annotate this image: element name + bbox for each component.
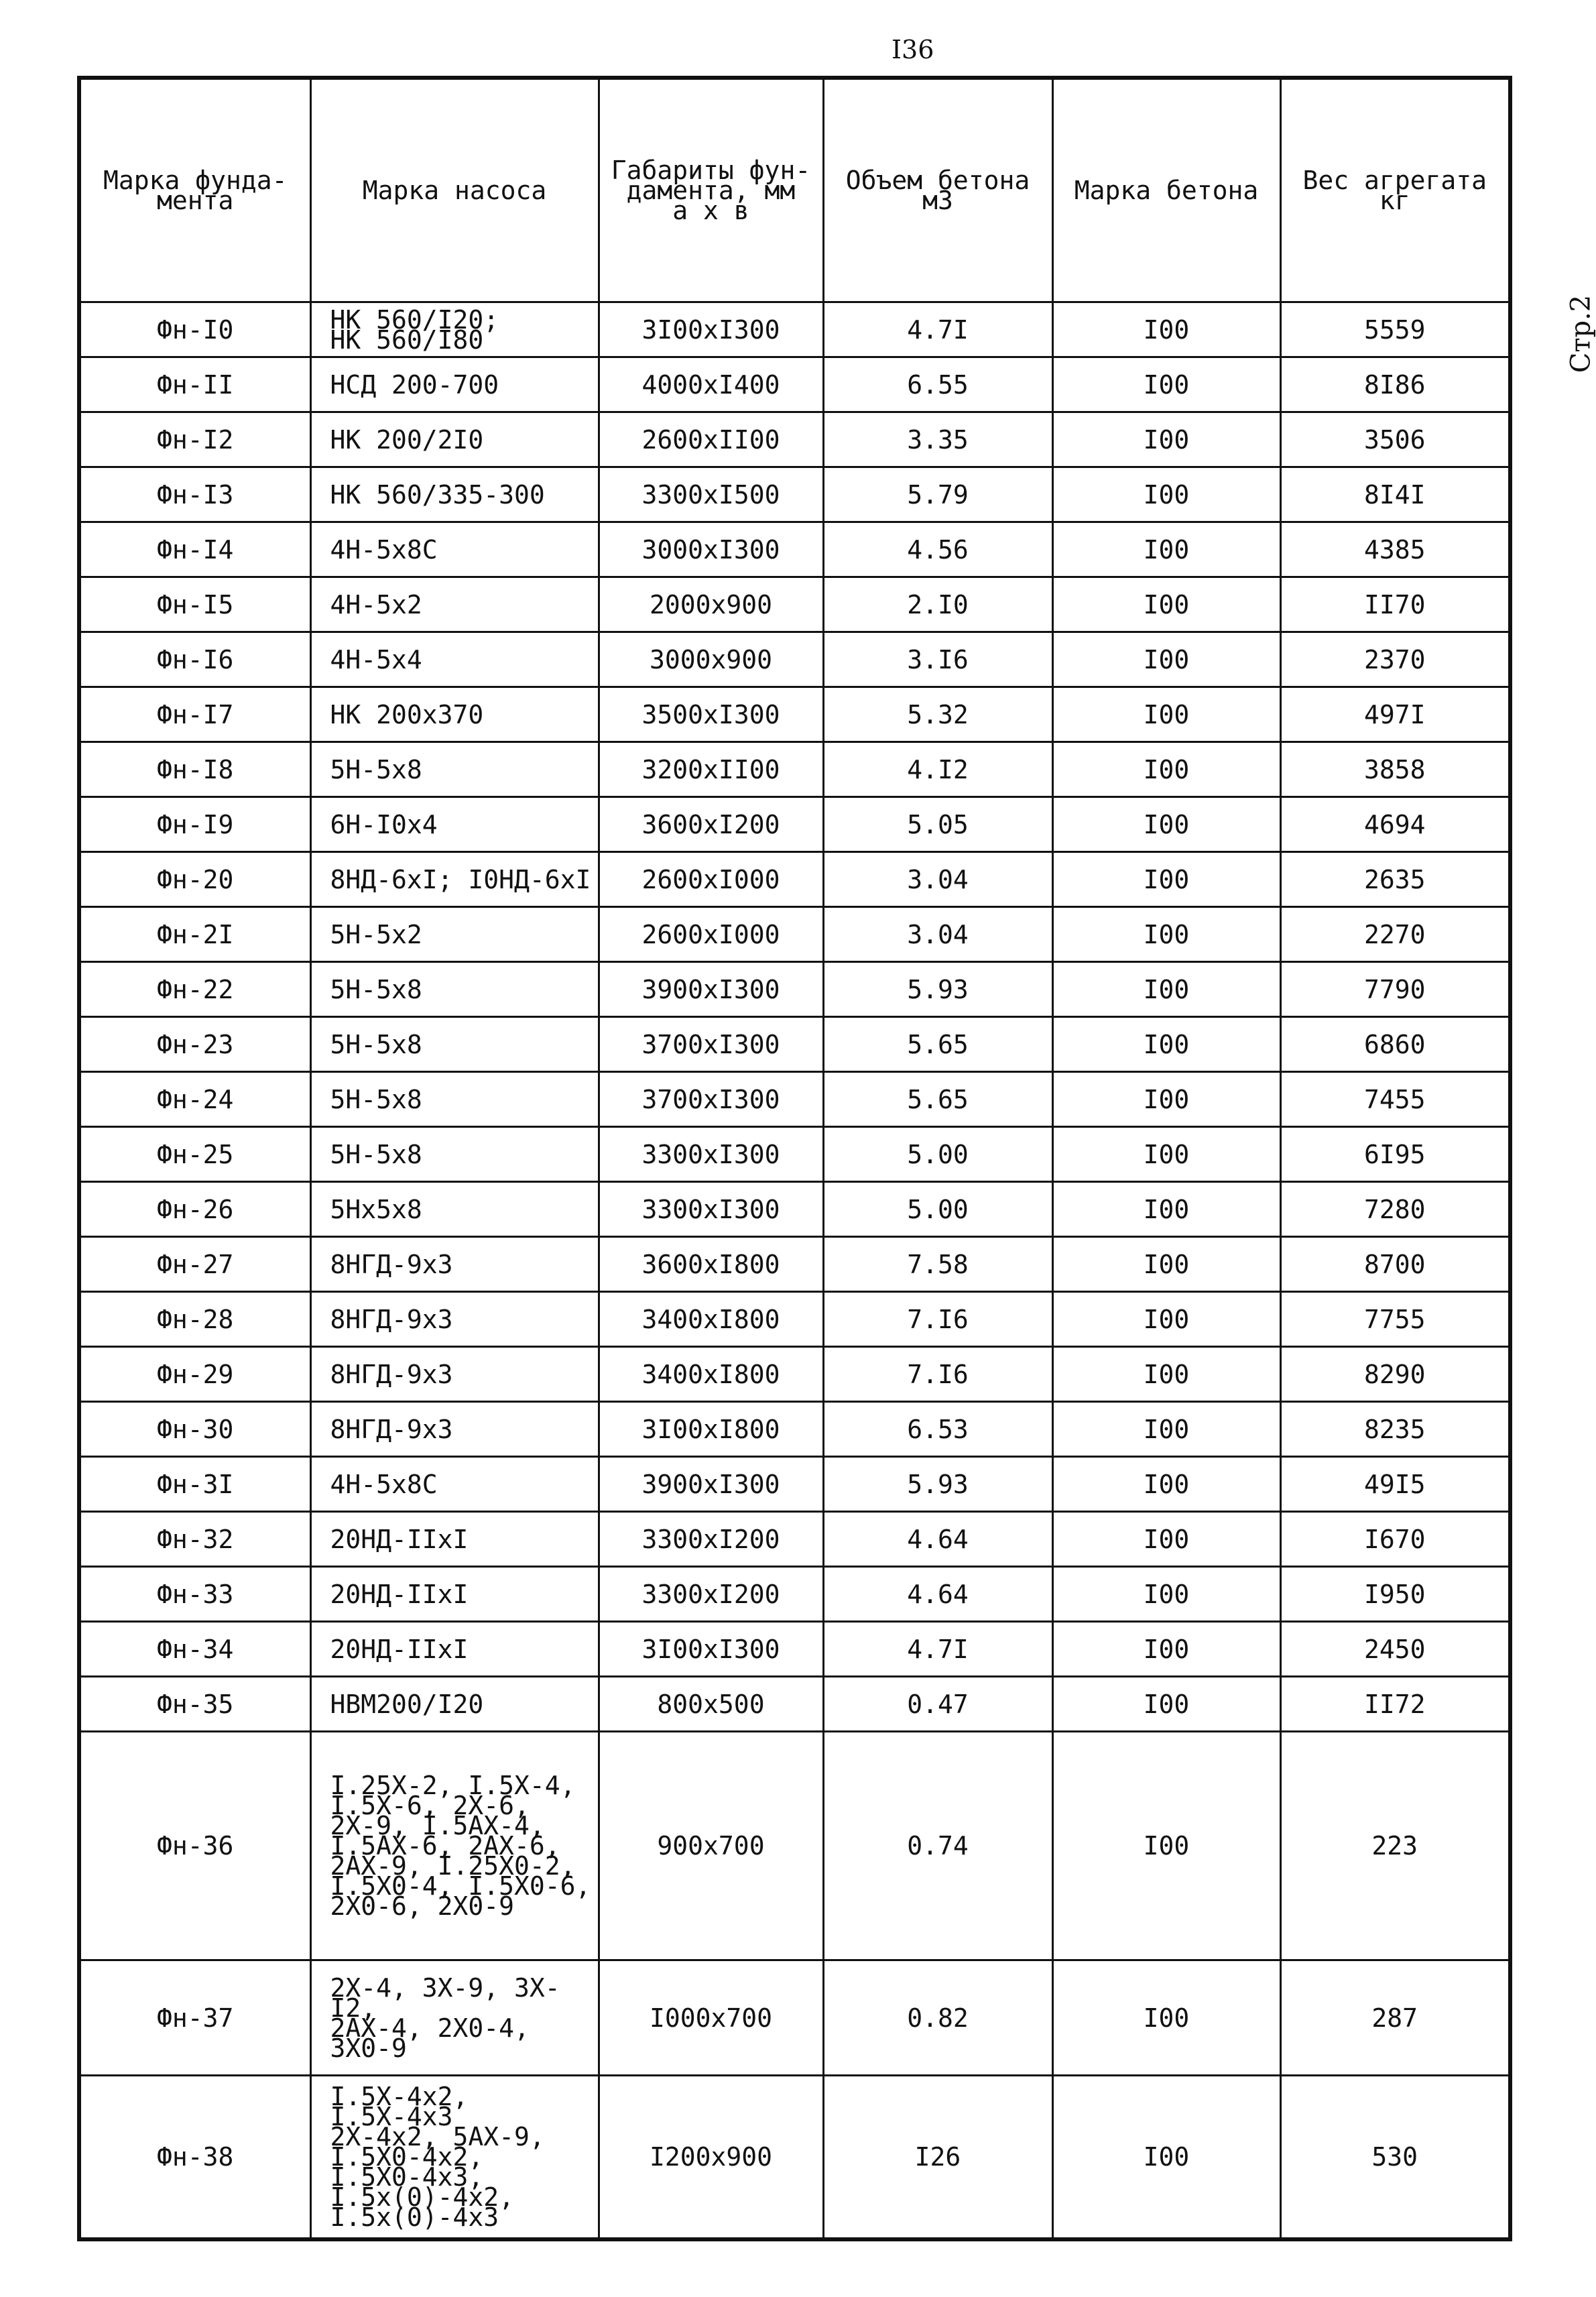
- cell-weight: I670: [1280, 1512, 1510, 1567]
- cell-concrete: I00: [1052, 1732, 1280, 1960]
- cell-weight: 8I4I: [1280, 467, 1510, 522]
- cell-pump: 5Н-5х8: [310, 962, 599, 1017]
- cell-weight: 4385: [1280, 522, 1510, 577]
- cell-concrete: I00: [1052, 357, 1280, 412]
- cell-dimensions: 3500xI300: [599, 687, 823, 742]
- cell-weight: 7455: [1280, 1072, 1510, 1127]
- cell-weight: 7790: [1280, 962, 1510, 1017]
- table-row: [79, 1622, 1510, 1677]
- cell-volume: 3.04: [823, 907, 1052, 962]
- cell-weight: 2270: [1280, 907, 1510, 962]
- cell-dimensions: 3400xI800: [599, 1292, 823, 1347]
- cell-foundation: Фн-I3: [79, 467, 310, 522]
- header-pump: Марка насоса: [310, 78, 599, 302]
- table-header-row: [79, 78, 1510, 302]
- header-volume: Объем бетона м3: [823, 78, 1052, 302]
- cell-volume: 4.64: [823, 1567, 1052, 1622]
- cell-dimensions: 4000xI400: [599, 357, 823, 412]
- cell-pump: 8НД-6хI; I0НД-6хI: [310, 852, 599, 907]
- cell-volume: 5.65: [823, 1072, 1052, 1127]
- cell-weight: 5559: [1280, 302, 1510, 357]
- cell-volume: 7.I6: [823, 1347, 1052, 1402]
- table-row: [79, 1017, 1510, 1072]
- cell-dimensions: 3I00xI300: [599, 1622, 823, 1677]
- cell-weight: 2370: [1280, 632, 1510, 687]
- cell-weight: 7280: [1280, 1182, 1510, 1237]
- cell-pump: 6Н-I0х4: [310, 797, 599, 852]
- header-dimensions: Габариты фун- дамента, мм а х в: [599, 78, 823, 302]
- cell-concrete: I00: [1052, 302, 1280, 357]
- cell-volume: 0.82: [823, 1960, 1052, 2076]
- cell-foundation: Фн-28: [79, 1292, 310, 1347]
- cell-weight: 3858: [1280, 742, 1510, 797]
- cell-dimensions: I200x900: [599, 2076, 823, 2240]
- cell-weight: 8290: [1280, 1347, 1510, 1402]
- cell-foundation: Фн-20: [79, 852, 310, 907]
- cell-volume: 6.55: [823, 357, 1052, 412]
- cell-dimensions: 3300xI200: [599, 1567, 823, 1622]
- cell-dimensions: 3300xI300: [599, 1182, 823, 1237]
- cell-concrete: I00: [1052, 1237, 1280, 1292]
- cell-volume: I26: [823, 2076, 1052, 2240]
- cell-concrete: I00: [1052, 1402, 1280, 1457]
- cell-pump: 20НД-IIхI: [310, 1512, 599, 1567]
- cell-weight: 49I5: [1280, 1457, 1510, 1512]
- table-row: [79, 962, 1510, 1017]
- cell-dimensions: 3400xI800: [599, 1347, 823, 1402]
- cell-pump: 5Н-5х8: [310, 742, 599, 797]
- cell-volume: 5.00: [823, 1182, 1052, 1237]
- cell-dimensions: 3300xI200: [599, 1512, 823, 1567]
- table-row: [79, 302, 1510, 357]
- cell-foundation: Фн-30: [79, 1402, 310, 1457]
- cell-pump: НВМ200/I20: [310, 1677, 599, 1732]
- cell-pump: 4Н-5х2: [310, 577, 599, 632]
- cell-dimensions: 3I00xI800: [599, 1402, 823, 1457]
- cell-dimensions: 3000xI300: [599, 522, 823, 577]
- cell-volume: 3.04: [823, 852, 1052, 907]
- cell-foundation: Фн-33: [79, 1567, 310, 1622]
- cell-weight: 7755: [1280, 1292, 1510, 1347]
- cell-foundation: Фн-I8: [79, 742, 310, 797]
- cell-pump: I.25Х-2, I.5Х-4, I.5Х-6, 2Х-6, 2Х-9, I.5АХ-4, I.5АХ-6, 2АХ-6, 2АХ-9, I.25Х0-2, I.5Х0-4, I.5Х0-6, 2Х0-6, 2Х0-9: [310, 1732, 599, 1960]
- table-row: [79, 632, 1510, 687]
- table-row: [79, 2076, 1510, 2240]
- table-row: [79, 1960, 1510, 2076]
- cell-concrete: I00: [1052, 1347, 1280, 1402]
- side-page-label: Стр.2: [1565, 294, 1596, 373]
- cell-concrete: I00: [1052, 797, 1280, 852]
- cell-pump: 5Н-5х2: [310, 907, 599, 962]
- cell-weight: 2450: [1280, 1622, 1510, 1677]
- cell-pump: НК 560/335-300: [310, 467, 599, 522]
- cell-pump: НК 560/I20; НК 560/I80: [310, 302, 599, 357]
- cell-foundation: Фн-I0: [79, 302, 310, 357]
- cell-dimensions: 3900xI300: [599, 962, 823, 1017]
- cell-foundation: Фн-I2: [79, 412, 310, 467]
- cell-weight: I950: [1280, 1567, 1510, 1622]
- cell-weight: 8700: [1280, 1237, 1510, 1292]
- table-row: [79, 907, 1510, 962]
- cell-foundation: Фн-II: [79, 357, 310, 412]
- cell-concrete: I00: [1052, 1960, 1280, 2076]
- cell-volume: 0.47: [823, 1677, 1052, 1732]
- cell-weight: 8235: [1280, 1402, 1510, 1457]
- cell-dimensions: 3000x900: [599, 632, 823, 687]
- cell-pump: 5Н-5х8: [310, 1017, 599, 1072]
- cell-foundation: Фн-27: [79, 1237, 310, 1292]
- cell-foundation: Фн-38: [79, 2076, 310, 2240]
- cell-dimensions: 900x700: [599, 1732, 823, 1960]
- table-row: [79, 742, 1510, 797]
- cell-pump: 8НГД-9х3: [310, 1347, 599, 1402]
- cell-volume: 7.I6: [823, 1292, 1052, 1347]
- table-row: [79, 357, 1510, 412]
- cell-weight: 6860: [1280, 1017, 1510, 1072]
- cell-concrete: I00: [1052, 467, 1280, 522]
- cell-pump: 4Н-5х8С: [310, 522, 599, 577]
- cell-pump: 20НД-IIхI: [310, 1622, 599, 1677]
- cell-concrete: I00: [1052, 2076, 1280, 2240]
- cell-foundation: Фн-I5: [79, 577, 310, 632]
- table-row: [79, 1347, 1510, 1402]
- cell-weight: 287: [1280, 1960, 1510, 2076]
- table-row: [79, 1127, 1510, 1182]
- foundations-table: [77, 76, 1512, 2241]
- cell-pump: 8НГД-9х3: [310, 1237, 599, 1292]
- cell-foundation: Фн-I9: [79, 797, 310, 852]
- cell-concrete: I00: [1052, 1457, 1280, 1512]
- cell-volume: 5.32: [823, 687, 1052, 742]
- table-row: [79, 1677, 1510, 1732]
- cell-foundation: Фн-25: [79, 1127, 310, 1182]
- cell-volume: 5.79: [823, 467, 1052, 522]
- cell-foundation: Фн-34: [79, 1622, 310, 1677]
- table-row: [79, 1732, 1510, 1960]
- cell-pump: 4Н-5х4: [310, 632, 599, 687]
- cell-concrete: I00: [1052, 577, 1280, 632]
- cell-volume: 4.7I: [823, 302, 1052, 357]
- cell-weight: 530: [1280, 2076, 1510, 2240]
- cell-dimensions: 3600xI200: [599, 797, 823, 852]
- table-row: [79, 797, 1510, 852]
- cell-foundation: Фн-36: [79, 1732, 310, 1960]
- header-concrete: Марка бетона: [1052, 78, 1280, 302]
- table-row: [79, 1402, 1510, 1457]
- cell-pump: НК 200х370: [310, 687, 599, 742]
- cell-concrete: I00: [1052, 1567, 1280, 1622]
- cell-weight: 2635: [1280, 852, 1510, 907]
- table-row: [79, 1567, 1510, 1622]
- cell-pump: 4Н-5х8С: [310, 1457, 599, 1512]
- cell-pump: 5Н-5х8: [310, 1127, 599, 1182]
- cell-dimensions: 3700xI300: [599, 1072, 823, 1127]
- cell-volume: 5.93: [823, 962, 1052, 1017]
- cell-volume: 3.35: [823, 412, 1052, 467]
- cell-pump: 5Нх5х8: [310, 1182, 599, 1237]
- cell-foundation: Фн-32: [79, 1512, 310, 1567]
- table-row: [79, 1182, 1510, 1237]
- table-row: [79, 467, 1510, 522]
- cell-pump: 2Х-4, 3Х-9, 3Х-I2, 2АХ-4, 2Х0-4, 3Х0-9: [310, 1960, 599, 2076]
- table-row: [79, 1292, 1510, 1347]
- cell-volume: 4.I2: [823, 742, 1052, 797]
- cell-concrete: I00: [1052, 1677, 1280, 1732]
- cell-dimensions: 3600xI800: [599, 1237, 823, 1292]
- cell-volume: 2.I0: [823, 577, 1052, 632]
- cell-foundation: Фн-I6: [79, 632, 310, 687]
- cell-concrete: I00: [1052, 907, 1280, 962]
- cell-weight: 6I95: [1280, 1127, 1510, 1182]
- cell-dimensions: 3700xI300: [599, 1017, 823, 1072]
- table-row: [79, 522, 1510, 577]
- cell-dimensions: 3300xI300: [599, 1127, 823, 1182]
- cell-pump: 5Н-5х8: [310, 1072, 599, 1127]
- page-number: I36: [892, 35, 934, 64]
- header-foundation: Марка фунда- мента: [79, 78, 310, 302]
- cell-foundation: Фн-22: [79, 962, 310, 1017]
- cell-dimensions: 3300xI500: [599, 467, 823, 522]
- cell-weight: II72: [1280, 1677, 1510, 1732]
- cell-concrete: I00: [1052, 1127, 1280, 1182]
- cell-weight: 497I: [1280, 687, 1510, 742]
- cell-pump: НК 200/2I0: [310, 412, 599, 467]
- table-row: [79, 687, 1510, 742]
- table-row: [79, 1072, 1510, 1127]
- table-row: [79, 1512, 1510, 1567]
- cell-volume: 4.64: [823, 1512, 1052, 1567]
- cell-volume: 5.05: [823, 797, 1052, 852]
- cell-concrete: I00: [1052, 742, 1280, 797]
- cell-volume: 0.74: [823, 1732, 1052, 1960]
- cell-dimensions: 2600xII00: [599, 412, 823, 467]
- cell-concrete: I00: [1052, 632, 1280, 687]
- table-row: [79, 577, 1510, 632]
- cell-pump: 8НГД-9х3: [310, 1292, 599, 1347]
- cell-weight: II70: [1280, 577, 1510, 632]
- cell-weight: 8I86: [1280, 357, 1510, 412]
- cell-volume: 5.93: [823, 1457, 1052, 1512]
- cell-foundation: Фн-24: [79, 1072, 310, 1127]
- cell-dimensions: I000x700: [599, 1960, 823, 2076]
- cell-volume: 6.53: [823, 1402, 1052, 1457]
- cell-dimensions: 3200xII00: [599, 742, 823, 797]
- cell-foundation: Фн-26: [79, 1182, 310, 1237]
- cell-dimensions: 2600xI000: [599, 907, 823, 962]
- header-weight: Вес агрегата кг: [1280, 78, 1510, 302]
- cell-concrete: I00: [1052, 522, 1280, 577]
- cell-weight: 223: [1280, 1732, 1510, 1960]
- cell-dimensions: 2600xI000: [599, 852, 823, 907]
- table-row: [79, 412, 1510, 467]
- cell-volume: 4.56: [823, 522, 1052, 577]
- cell-concrete: I00: [1052, 1072, 1280, 1127]
- cell-weight: 3506: [1280, 412, 1510, 467]
- cell-weight: 4694: [1280, 797, 1510, 852]
- cell-pump: НСД 200-700: [310, 357, 599, 412]
- cell-foundation: Фн-3I: [79, 1457, 310, 1512]
- cell-dimensions: 3I00xI300: [599, 302, 823, 357]
- cell-volume: 5.00: [823, 1127, 1052, 1182]
- cell-foundation: Фн-35: [79, 1677, 310, 1732]
- cell-volume: 3.I6: [823, 632, 1052, 687]
- cell-dimensions: 800x500: [599, 1677, 823, 1732]
- cell-concrete: I00: [1052, 852, 1280, 907]
- cell-volume: 5.65: [823, 1017, 1052, 1072]
- cell-concrete: I00: [1052, 1512, 1280, 1567]
- cell-foundation: Фн-I7: [79, 687, 310, 742]
- cell-volume: 4.7I: [823, 1622, 1052, 1677]
- cell-volume: 7.58: [823, 1237, 1052, 1292]
- cell-pump: I.5Х-4х2, I.5Х-4х3 2Х-4х2, 5АХ-9, I.5Х0-4х2, I.5Х0-4х3, I.5х(0)-4х2, I.5х(0)-4х3: [310, 2076, 599, 2240]
- table-row: [79, 1237, 1510, 1292]
- cell-concrete: I00: [1052, 687, 1280, 742]
- cell-pump: 8НГД-9х3: [310, 1402, 599, 1457]
- cell-foundation: Фн-29: [79, 1347, 310, 1402]
- cell-concrete: I00: [1052, 962, 1280, 1017]
- cell-foundation: Фн-23: [79, 1017, 310, 1072]
- cell-pump: 20НД-IIхI: [310, 1567, 599, 1622]
- cell-concrete: I00: [1052, 1292, 1280, 1347]
- cell-concrete: I00: [1052, 1182, 1280, 1237]
- cell-concrete: I00: [1052, 1017, 1280, 1072]
- cell-concrete: I00: [1052, 1622, 1280, 1677]
- cell-dimensions: 2000x900: [599, 577, 823, 632]
- cell-foundation: Фн-2I: [79, 907, 310, 962]
- table-row: [79, 1457, 1510, 1512]
- cell-dimensions: 3900xI300: [599, 1457, 823, 1512]
- cell-concrete: I00: [1052, 412, 1280, 467]
- cell-foundation: Фн-I4: [79, 522, 310, 577]
- cell-foundation: Фн-37: [79, 1960, 310, 2076]
- table-row: [79, 852, 1510, 907]
